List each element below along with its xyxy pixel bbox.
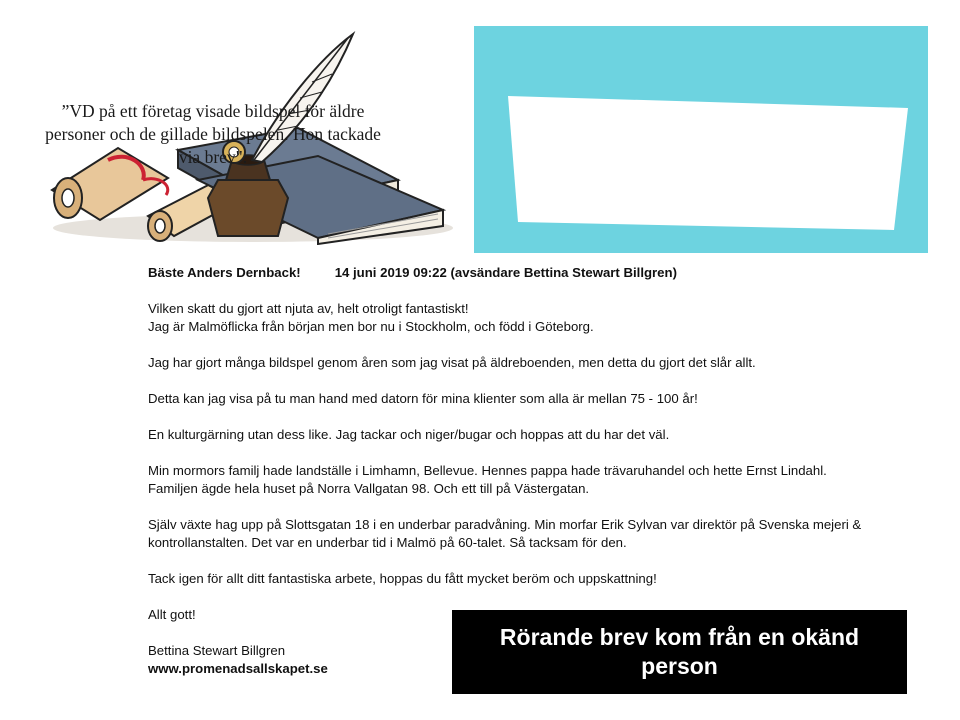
quote-card-shape — [504, 96, 908, 230]
letter-datetime: 14 juni 2019 09:22 (avsändare Bettina Stewart Billgren) — [334, 265, 677, 280]
letter-greeting: Bäste Anders Dernback! — [148, 265, 301, 280]
letter-line: Själv växte hag upp på Slottsgatan 18 i en underbar paradvåning. Min morfar Erik Sylvan var direktör på Svenska mejeri & — [148, 517, 862, 532]
letter-line: Detta kan jag visa på tu man hand med datorn för mina klienter som alla är mellan 75 - 100 år! — [148, 391, 698, 406]
letter-line: Familjen ägde hela huset på Norra Vallgatan 98. Och ett till på Västergatan. — [148, 481, 590, 496]
letter-line: En kulturgärning utan dess like. Jag tackar och niger/bugar och hoppas att du har det väl. — [148, 427, 670, 442]
letter-line: Min mormors familj hade landställe i Limhamn, Bellevue. Hennes pappa hade trävaruhandel och hette Ernst Lindahl. — [148, 463, 827, 478]
letter-signature: Bettina Stewart Billgren — [148, 643, 286, 658]
letter-line: Jag har gjort många bildspel genom åren som jag visat på äldreboenden, men detta du gjort det slår allt. — [148, 355, 756, 370]
quote-text: ”VD på ett företag visade bildspel för äldre personer och de gillade bildspelen. Hon tackade via brev". — [45, 101, 381, 167]
letter-line: Vilken skatt du gjort att njuta av, helt otroligt fantastiskt! — [148, 301, 469, 316]
quote-panel — [474, 26, 928, 253]
letter-closing: Allt gott! — [148, 607, 196, 622]
letter-header — [148, 264, 928, 282]
letter-line: Jag är Malmöflicka från början men bor nu i Stockholm, och född i Göteborg. — [148, 319, 594, 334]
banner-text: Rörande brev kom från en okänd person — [499, 624, 860, 679]
website-link[interactable]: www.promenadsallskapet.se — [148, 661, 328, 676]
caption-banner — [452, 610, 907, 694]
letter-line: Tack igen för allt ditt fantastiska arbete, hoppas du fått mycket beröm och uppskattning! — [148, 571, 657, 586]
letter-line: kontrollanstalten. Det var en underbar tid i Malmö på 60-talet. Så tacksam för den. — [148, 535, 627, 550]
